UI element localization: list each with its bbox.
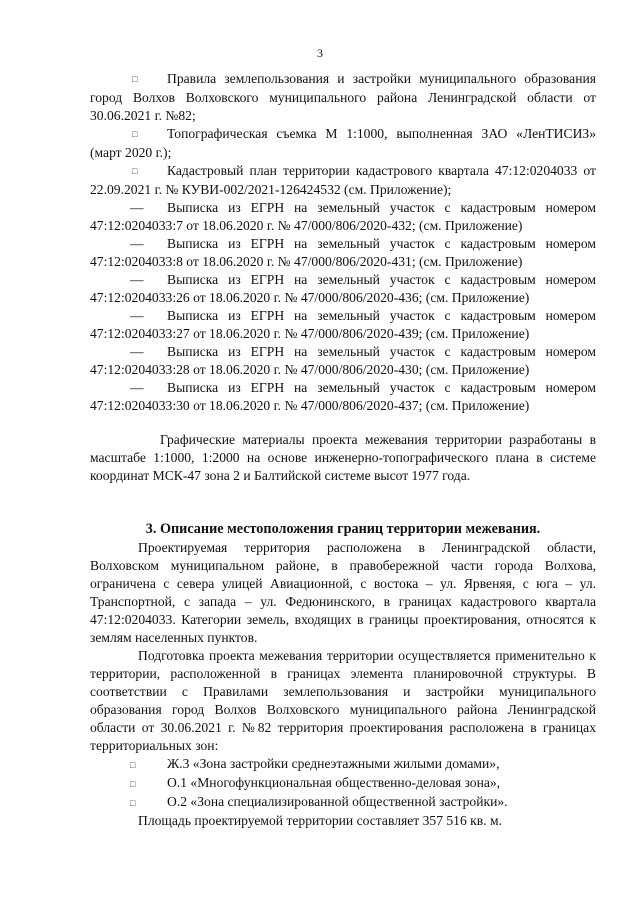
section-heading: 3. Описание местоположения границ территории межевания. xyxy=(145,521,541,537)
source-item-text: Выписка из ЕГРН на земельный участок с кадастровым номером 47:12:0204033:7 от 18.06.2020 г. № 47/000/806/2020-432; (см. Приложение) xyxy=(90,200,596,233)
graphic-materials-section xyxy=(90,431,596,485)
source-item-text: Правила землепользования и застройки муниципального образования город Волхов Волховского муниципального района Ленинградской области от 30.06.2021 г. №82; xyxy=(90,71,596,123)
checkbox-bullet-icon xyxy=(90,70,167,89)
zone-item xyxy=(90,793,596,812)
source-item xyxy=(90,307,596,343)
area-paragraph: Площадь проектируемой территории составляет 357 516 кв. м. xyxy=(138,813,502,828)
source-item-text: Выписка из ЕГРН на земельный участок с кадастровым номером 47:12:0204033:28 от 18.06.2020 г. № 47/000/806/2020-430; (см. Приложение) xyxy=(90,344,596,377)
dash-bullet-icon xyxy=(90,235,167,253)
zone-item xyxy=(90,755,596,774)
checkbox-bullet-icon xyxy=(130,774,167,793)
checkbox-bullet-icon xyxy=(90,162,167,181)
source-item-text: Топографическая съемка М 1:1000, выполненная ЗАО «ЛенТИСИЗ» (март 2020 г.); xyxy=(90,126,596,160)
graphic-materials-paragraph: Графические материалы проекта межевания территории разработаны в масштабе 1:1000, 1:2000 на основе инженерно-топографического плана в системе координат МСК-47 зона 2 и Балтийской системе высот 1977 года. xyxy=(90,432,596,483)
checkbox-bullet-icon xyxy=(130,755,167,774)
preparation-paragraph: Подготовка проекта межевания территории осуществляется применительно к территории, расположенной в границах элемента планировочной структуры. В соответствии с Правилами землепользования и застройки муниципального образования город Волхов Волховского муниципального района Ленинградской области от 30.06.2021 г. №82 территория проектирования расположена в границах территориальных зон: xyxy=(90,648,596,753)
location-paragraph: Проектируемая территория расположена в Ленинградской области, Волховском муниципальном районе, в правобережной части города Волхова, ограничена с севера улицей Авиационной, с востока – ул. Ярвеняя, с юга – ул. Транспортной, с запада – ул. Федюнинского, в границах кадастрового квартала 47:12:0204033. Категории земель, входящих в границы проектирования, относятся к землям населенных пунктов. xyxy=(90,540,596,645)
source-item xyxy=(90,235,596,271)
dash-bullet-icon xyxy=(90,271,167,289)
dash-bullet-icon xyxy=(90,379,167,397)
zone-item-text: О.2 «Зона специализированной общественной застройки». xyxy=(167,794,508,809)
zone-item-text: О.1 «Многофункциональная общественно-деловая зона», xyxy=(167,775,501,790)
source-item xyxy=(90,162,596,199)
source-item xyxy=(90,70,596,125)
source-item-text: Кадастровый план территории кадастрового квартала 47:12:0204033 от 22.09.2021 г. № КУВИ-002/2021-126424532 (см. Приложение); xyxy=(90,163,596,197)
zone-item-text: Ж.3 «Зона застройки среднеэтажными жилыми домами», xyxy=(167,756,500,771)
location-section xyxy=(90,539,596,830)
source-item-text: Выписка из ЕГРН на земельный участок с кадастровым номером 47:12:0204033:30 от 18.06.2020 г. № 47/000/806/2020-437; (см. Приложение) xyxy=(90,380,596,413)
checkbox-bullet-icon xyxy=(130,793,167,812)
zone-item xyxy=(90,774,596,793)
source-documents-list xyxy=(90,70,596,415)
source-item-text: Выписка из ЕГРН на земельный участок с кадастровым номером 47:12:0204033:26 от 18.06.2020 г. № 47/000/806/2020-436; (см. Приложение) xyxy=(90,272,596,305)
source-item xyxy=(90,199,596,235)
source-item xyxy=(90,343,596,379)
source-item xyxy=(90,379,596,415)
source-item xyxy=(90,271,596,307)
source-item xyxy=(90,125,596,162)
source-item-text: Выписка из ЕГРН на земельный участок с кадастровым номером 47:12:0204033:8 от 18.06.2020 г. № 47/000/806/2020-431; (см. Приложение) xyxy=(90,236,596,269)
page-number: 3 xyxy=(317,46,323,60)
dash-bullet-icon xyxy=(90,199,167,217)
dash-bullet-icon xyxy=(90,343,167,361)
checkbox-bullet-icon xyxy=(90,125,167,144)
source-item-text: Выписка из ЕГРН на земельный участок с кадастровым номером 47:12:0204033:27 от 18.06.2020 г. № 47/000/806/2020-439; (см. Приложение) xyxy=(90,308,596,341)
dash-bullet-icon xyxy=(90,307,167,325)
